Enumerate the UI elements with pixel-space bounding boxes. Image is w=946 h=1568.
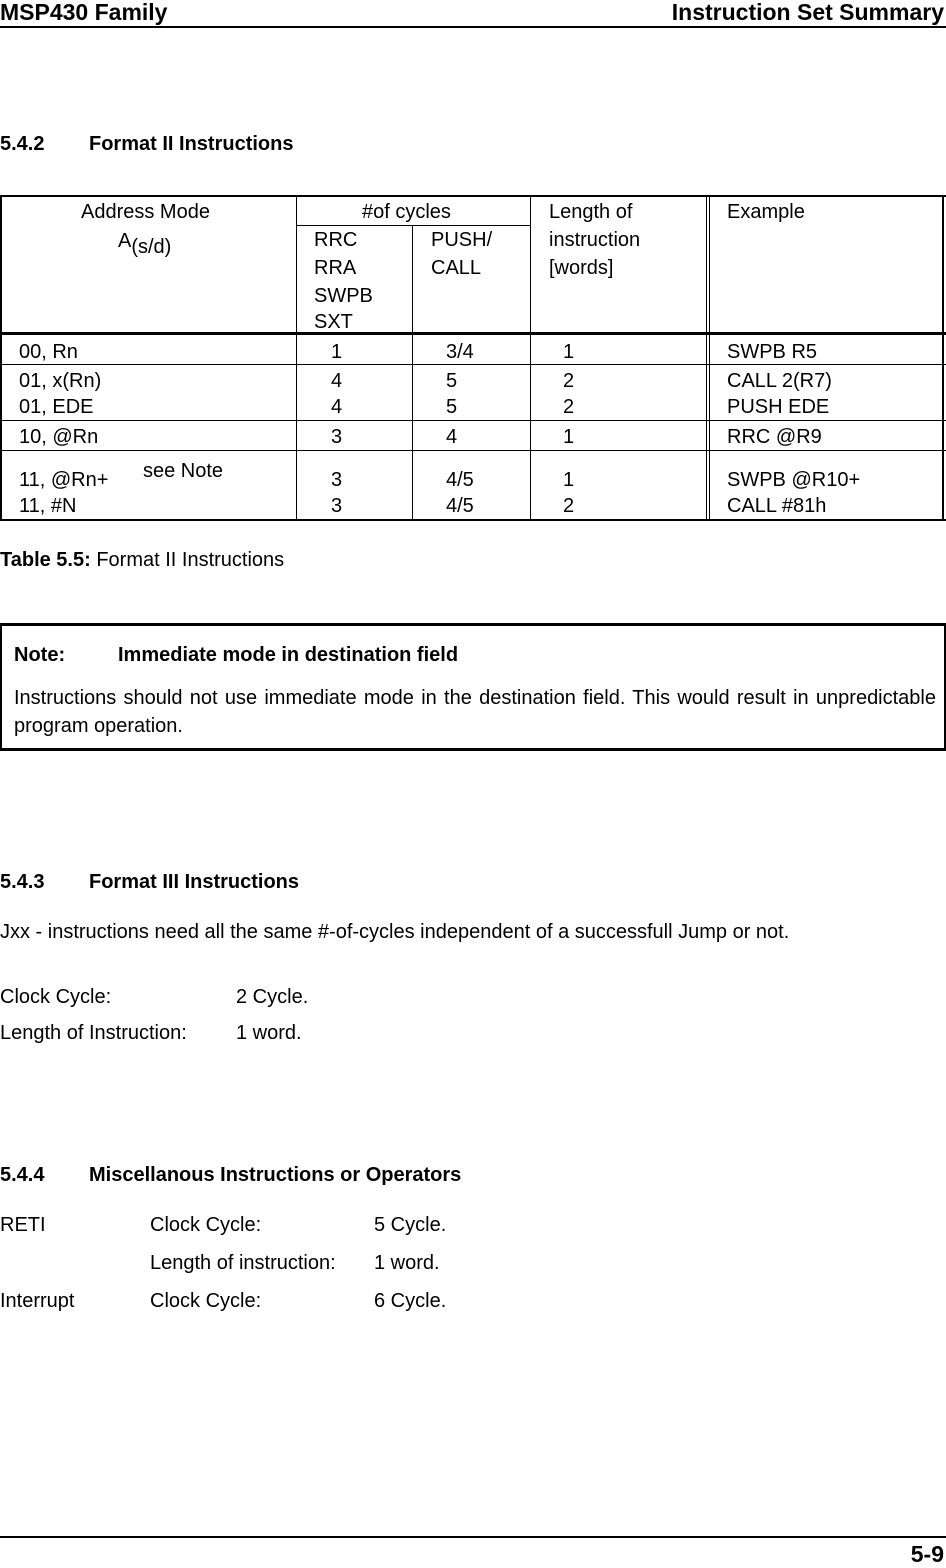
section-542-number: 5.4.2 <box>0 133 45 155</box>
page-number: 5-9 <box>910 1541 944 1567</box>
reti-clock-label: Clock Cycle: <box>150 1214 262 1236</box>
th-rrc-3: SWPB <box>314 285 373 307</box>
th-example: Example <box>727 201 805 223</box>
table-cell-rrc: 4 <box>331 370 343 392</box>
table-row-divider <box>0 364 946 365</box>
table-cell-example: CALL #81h <box>727 495 827 517</box>
table-cell-rrc: 3 <box>331 426 343 448</box>
section-544-title: Miscellanous Instructions or Operators <box>89 1164 462 1186</box>
table-cell-length: 1 <box>563 469 575 491</box>
section-543-number: 5.4.3 <box>0 871 45 893</box>
th-rrc-4: SXT <box>314 311 353 333</box>
table-col-divider <box>296 195 297 521</box>
table-cell-example: CALL 2(R7) <box>727 370 832 392</box>
table-cell-example: RRC @R9 <box>727 426 822 448</box>
table-cell-length: 2 <box>563 396 575 418</box>
length-label: Length of Instruction: <box>0 1022 187 1044</box>
header-rule <box>0 26 946 28</box>
note-box <box>0 623 946 751</box>
table-col-divider <box>412 225 413 521</box>
table-col-divider <box>706 195 707 521</box>
table-row-divider <box>0 450 946 451</box>
table-cell-push: 5 <box>446 396 458 418</box>
reti-length-value: 1 word. <box>374 1252 440 1274</box>
table-cell-rrc: 1 <box>331 341 343 363</box>
table-cell-push: 4/5 <box>446 469 474 491</box>
table-cell-length: 1 <box>563 341 575 363</box>
table-col-divider <box>709 195 710 521</box>
table-top-border <box>0 195 946 197</box>
table-caption: Table 5.5: Format II Instructions <box>0 549 285 571</box>
th-length-2: instruction <box>549 229 641 251</box>
th-push-1: PUSH/ <box>431 229 493 251</box>
table-right-border <box>942 195 944 521</box>
reti-length-label: Length of instruction: <box>150 1252 336 1274</box>
th-address-mode: Address Mode <box>81 201 210 223</box>
reti-clock-value: 5 Cycle. <box>374 1214 447 1236</box>
th-address-mode-sub: A(s/d) <box>118 230 172 258</box>
th-cycles: #of cycles <box>362 201 451 223</box>
table-cycles-divider <box>296 225 531 226</box>
table-row-divider <box>0 420 946 421</box>
table-head-border <box>0 332 946 335</box>
table-cell-length: 2 <box>563 370 575 392</box>
section-543-title: Format III Instructions <box>89 871 300 893</box>
th-length-3: [words] <box>549 257 614 279</box>
table-cell-rrc: 4 <box>331 396 343 418</box>
reti-label: RETI <box>0 1214 46 1236</box>
table-cell-length: 2 <box>563 495 575 517</box>
table-cell-example: PUSH EDE <box>727 396 830 418</box>
table-cell-rrc: 3 <box>331 495 343 517</box>
table-cell-mode: 00, Rn <box>19 341 78 363</box>
table-bottom-border <box>0 519 946 521</box>
section-544-number: 5.4.4 <box>0 1164 45 1186</box>
note-label: Note: <box>14 644 66 666</box>
header-right: Instruction Set Summary <box>671 0 944 25</box>
interrupt-clock-value: 6 Cycle. <box>374 1290 447 1312</box>
table-cell-mode: 11, #N <box>19 495 77 517</box>
table-cell-example: SWPB @R10+ <box>727 469 861 491</box>
table-cell-length: 1 <box>563 426 575 448</box>
table-cell-push: 3/4 <box>446 341 474 363</box>
table-cell-push: 4/5 <box>446 495 474 517</box>
clock-cycle-label: Clock Cycle: <box>0 986 112 1008</box>
interrupt-clock-label: Clock Cycle: <box>150 1290 262 1312</box>
clock-cycle-value: 2 Cycle. <box>236 986 309 1008</box>
interrupt-label: Interrupt <box>0 1290 75 1312</box>
header-left: MSP430 Family <box>0 0 168 25</box>
note-title: Immediate mode in destination field <box>118 644 459 666</box>
table-cell-mode: 01, EDE <box>19 396 94 418</box>
table-cell-see-note: see Note <box>143 460 224 482</box>
table-cell-mode: 10, @Rn <box>19 426 99 448</box>
footer-rule <box>0 1536 946 1538</box>
th-push-2: CALL <box>431 257 482 279</box>
note-body: Instructions should not use immediate mode in the destination field. This would result in unpredictable program operation. <box>14 687 936 737</box>
table-cell-rrc: 3 <box>331 469 343 491</box>
table-cell-mode: 11, @Rn+ <box>19 469 109 491</box>
th-rrc-2: RRA <box>314 257 357 279</box>
table-left-border <box>0 195 2 521</box>
table-cell-example: SWPB R5 <box>727 341 818 363</box>
section-542-title: Format II Instructions <box>89 133 294 155</box>
section-543-intro: Jxx - instructions need all the same #-of-cycles independent of a successfull Jump or not. <box>0 921 790 943</box>
th-length-1: Length of <box>549 201 633 223</box>
th-rrc-1: RRC <box>314 229 358 251</box>
length-value: 1 word. <box>236 1022 302 1044</box>
table-col-divider <box>530 195 531 521</box>
table-cell-mode: 01, x(Rn) <box>19 370 102 392</box>
table-cell-push: 5 <box>446 370 458 392</box>
table-cell-push: 4 <box>446 426 458 448</box>
